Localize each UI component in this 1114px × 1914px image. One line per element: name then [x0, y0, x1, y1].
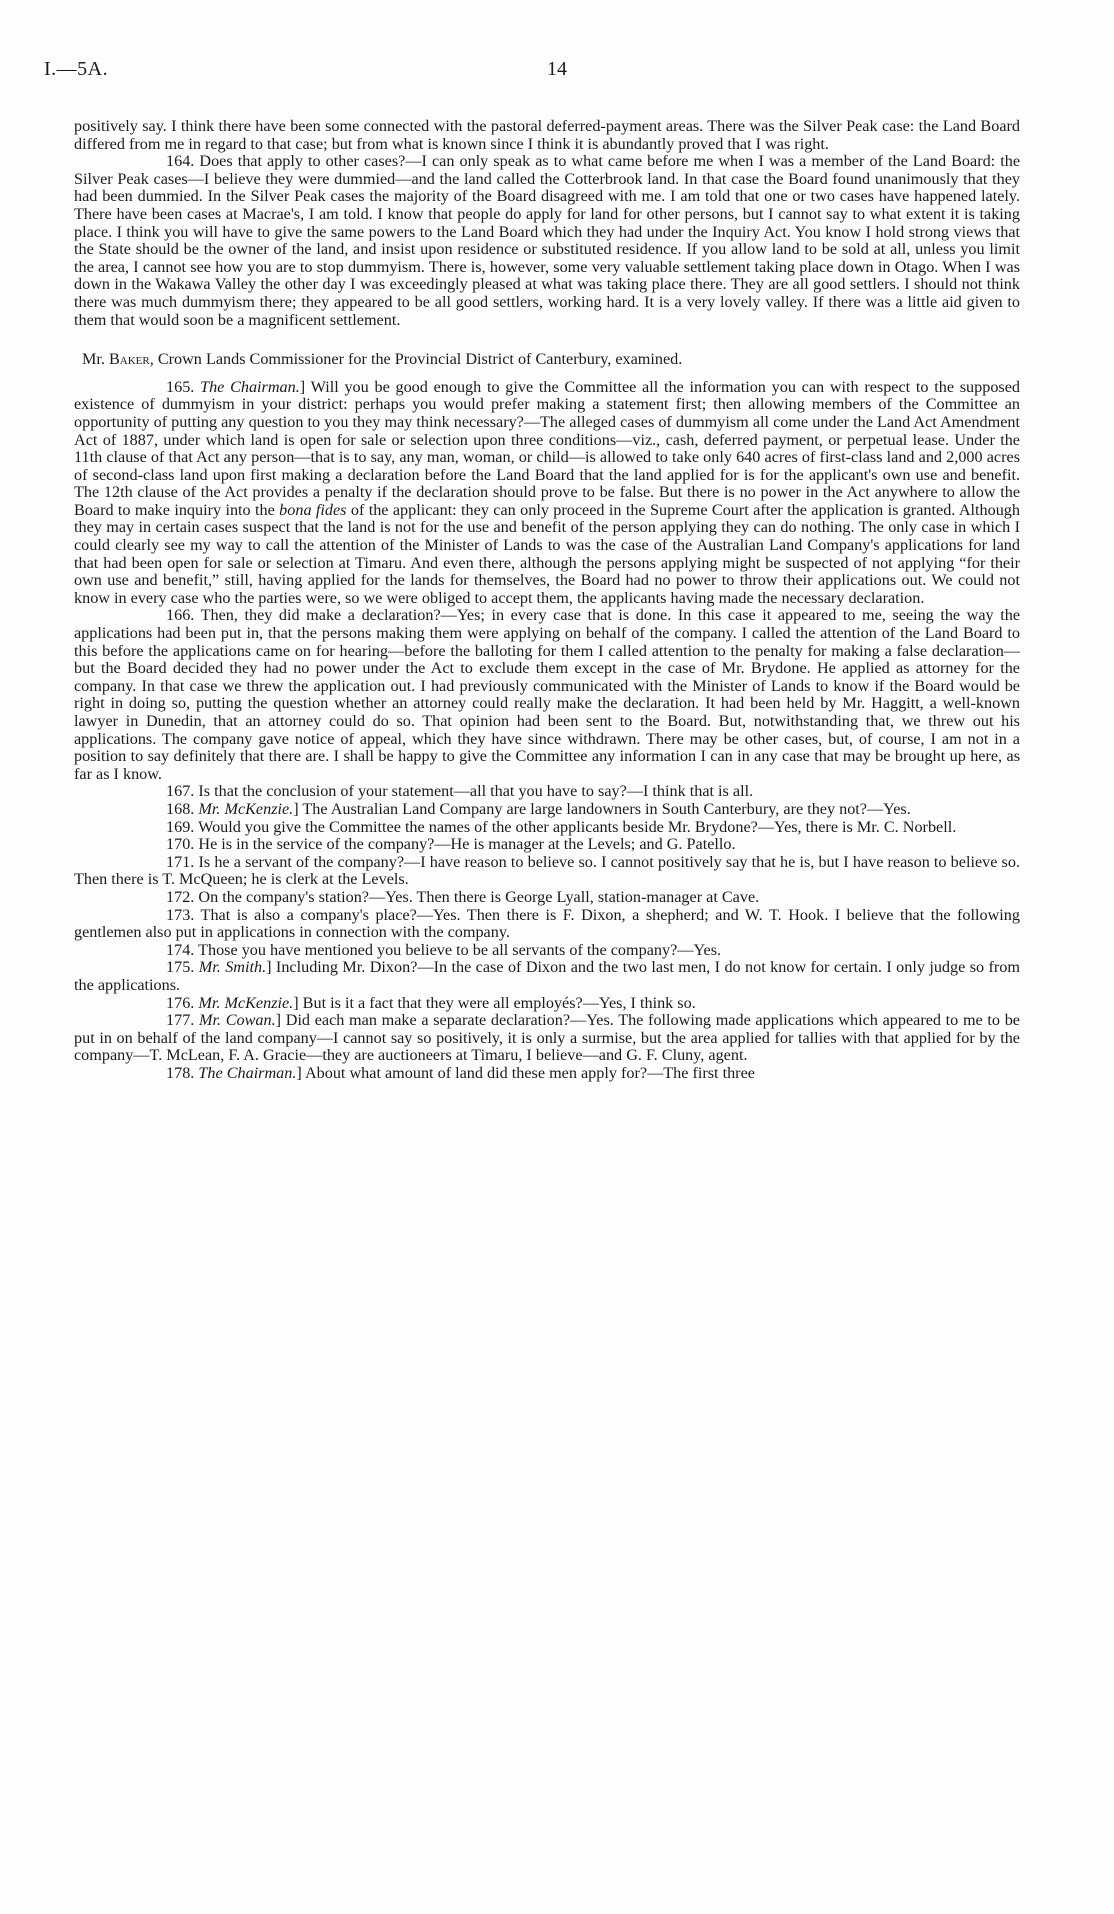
question-number: 177.: [166, 1011, 200, 1030]
page-header: [44, 58, 1070, 88]
question-number: 175.: [166, 958, 199, 977]
question-164: 164. Does that apply to other cases?—I can only speak as to what came before me when I was a member of the Land Board: the Silver Peak cases—I believe they were dummied—and the land called the Cotterbrook land. In that case the Board found unanimously that they had been dummied. In the Silver Peak cases the majority of the Board disagreed with me. I am told that one or two cases have happened lately. There have been cases at Macrae's, I am told. I know that people do apply for land for other persons, but I cannot say to what extent it is taking place. I think you will have to give the same powers to the Land Board which they had under the Inquiry Act. You know I hold strong views that the State should be the owner of the land, and insist upon residence or substituted residence. If you allow land to be sold at all, unless you limit the area, I cannot see how you are to stop dummyism. There is, however, some very valuable settlement taking place down in Otago. When I was down in the Wakawa Valley the other day I was exceedingly pleased at what was taking place there. They are all good settlers. I should not think there was much dummyism there; they appeared to be all good settlers, working hard. It is a very lovely valley. If there was a little aid given to them that would soon be a magnificent settlement.: [74, 152, 1020, 329]
italic-term: bona fides: [279, 500, 347, 519]
paragraph-continuation: positively say. I think there have been some connected with the pastoral deferred-payment areas. There was the Silver Peak case: the Land Board differed from me in regard to that case; but from what is known since I think it is abundantly proved that I was right.: [74, 117, 1020, 153]
speaker: The Chairman.: [200, 377, 300, 396]
question-number: 168.: [166, 799, 199, 818]
question-text: ] But is it a fact that they were all employés?—Yes, I think so.: [293, 993, 696, 1012]
question-176: [74, 995, 1020, 1013]
page-number: 14: [547, 58, 567, 80]
question-text: ] The Australian Land Company are large landowners in South Canterbury, are they not?—Yes.: [293, 799, 911, 818]
speaker: Mr. McKenzie.: [198, 993, 294, 1012]
document-reference: I.—5A.: [44, 58, 109, 80]
speaker: Mr. Smith.: [198, 958, 267, 977]
question-178: [74, 1065, 1020, 1083]
question-172: 172. On the company's station?—Yes. Then there is George Lyall, station-manager at Cave.: [166, 887, 760, 906]
question-165: [74, 379, 1020, 608]
speaker: Mr. Cowan.: [199, 1011, 276, 1030]
question-text: ] Did each man make a separate declaration?—Yes. The following made applications which appeared to me to be put in on behalf of the land company—I cannot say so positively, it is only a surmise, but the area applied for tallies with that applied for by the company—T. McLean, F. A. Gracie—they are auctioneers at Timaru, I believe—and G. F. Cluny, agent.: [74, 1011, 1020, 1065]
witness-heading: [74, 351, 1020, 369]
question-170: 170. He is in the service of the company?—He is manager at the Levels; and G. Patello.: [166, 835, 736, 854]
question-number: 176.: [166, 993, 199, 1012]
question-text: ] Including Mr. Dixon?—In the case of Dixon and the two last men, I do not know for certain. I only judge so from the applications.: [74, 958, 1020, 994]
witness-name: Baker: [108, 350, 150, 369]
question-166: 166. Then, they did make a declaration?—Yes; in every case that is done. In this case it appeared to me, seeing the way the applications had been put in, that the persons making them were applying on behalf of the company. I called the attention of the Land Board to this before the applications came on for hearing—before the balloting for them I called attention to the penalty for making a false declaration—but the Board decided they had no power under the Act to exclude them except in the case of Mr. Brydone. He applied as attorney for the company. In that case we threw the application out. I had previously communicated with the Minister of Lands to know if the Board would be right in doing so, putting the question whether an attorney could really make the declaration. It had been held by Mr. Haggitt, a well-known lawyer in Dunedin, that an attorney could do so. That opinion had been sent to the Board. But, notwithstanding that, we threw out his applications. The company gave notice of appeal, which they have since withdrawn. There may be other cases, but, of course, I am not in a position to say definitely that there are. I shall be happy to give the Committee any information I can in any case that may be brought up here, as far as I know.: [74, 606, 1020, 783]
question-175: [74, 959, 1020, 994]
speaker: The Chairman.: [198, 1063, 297, 1082]
question-171: 171. Is he a servant of the company?—I have reason to believe so. I cannot positively say that he is, but I have reason to believe so. Then there is T. McQueen; he is clerk at the Levels.: [74, 852, 1020, 889]
question-text: ] About what amount of land did these men apply for?—The first three: [296, 1063, 755, 1082]
question-number: 165.: [166, 377, 201, 396]
question-text: of the applicant: they can only proceed in the Supreme Court after the application is granted. Although they may in certain cases suspect that the land is not for the use and benefit of the person applying they can do nothing. The only case in which I could clearly see my way to call the attention of the Minister of Lands to was the case of the Australian Land Company's applications for land that had been open for sale or selection at Timaru. And even there, although the persons applying might be suspected of not applying “for their own use and benefit,” still, having applied for the lands for themselves, the Board had no power to throw their applications out. We could not know in every case who the parties were, so we were obliged to accept them, the applicants having made the necessary declaration.: [74, 500, 1020, 607]
question-173: 173. That is also a company's place?—Yes. Then there is F. Dixon, a shepherd; and W. T. Hook. I believe that the following gentlemen also put in applications in connection with the company.: [74, 905, 1020, 942]
question-169: 169. Would you give the Committee the names of the other applicants beside Mr. Brydone?—Yes, there is Mr. C. Norbell.: [166, 817, 957, 836]
question-174: 174. Those you have mentioned you believe to be all servants of the company?—Yes.: [166, 940, 722, 959]
speaker: Mr. McKenzie.: [198, 799, 294, 818]
document-body: [74, 118, 1020, 1082]
witness-description: , Crown Lands Commissioner for the Provincial District of Canterbury, examined.: [149, 350, 683, 369]
question-text: ] Will you be good enough to give the Committee all the information you can with respect to the supposed existence of dummyism in your district: perhaps you would prefer making a statement first; then allowing members of the Committee an opportunity of putting any question to you they may think necessary?—The alleged cases of dummyism all come under the Land Act Amendment Act of 1887, under which land is open for sale or selection upon three conditions—viz., cash, deferred payment, or perpetual lease. Under the 11th clause of that Act any person—that is to say, any man, woman, or child—is allowed to take only 640 acres of first-class land and 2,000 acres of second-class land upon first making a declaration before the Land Board that the land applied for is for the applicant's own use and benefit. The 12th clause of the Act provides a penalty if the declaration should prove to be false. But there is no power in the Act anywhere to allow the Board to make inquiry into the: [74, 377, 1020, 519]
question-167: 167. Is that the conclusion of your statement—all that you have to say?—I think that is all.: [166, 782, 754, 801]
witness-prefix: Mr.: [82, 350, 109, 369]
question-177: [74, 1012, 1020, 1065]
question-168: [74, 801, 1020, 819]
question-number: 178.: [166, 1063, 199, 1082]
